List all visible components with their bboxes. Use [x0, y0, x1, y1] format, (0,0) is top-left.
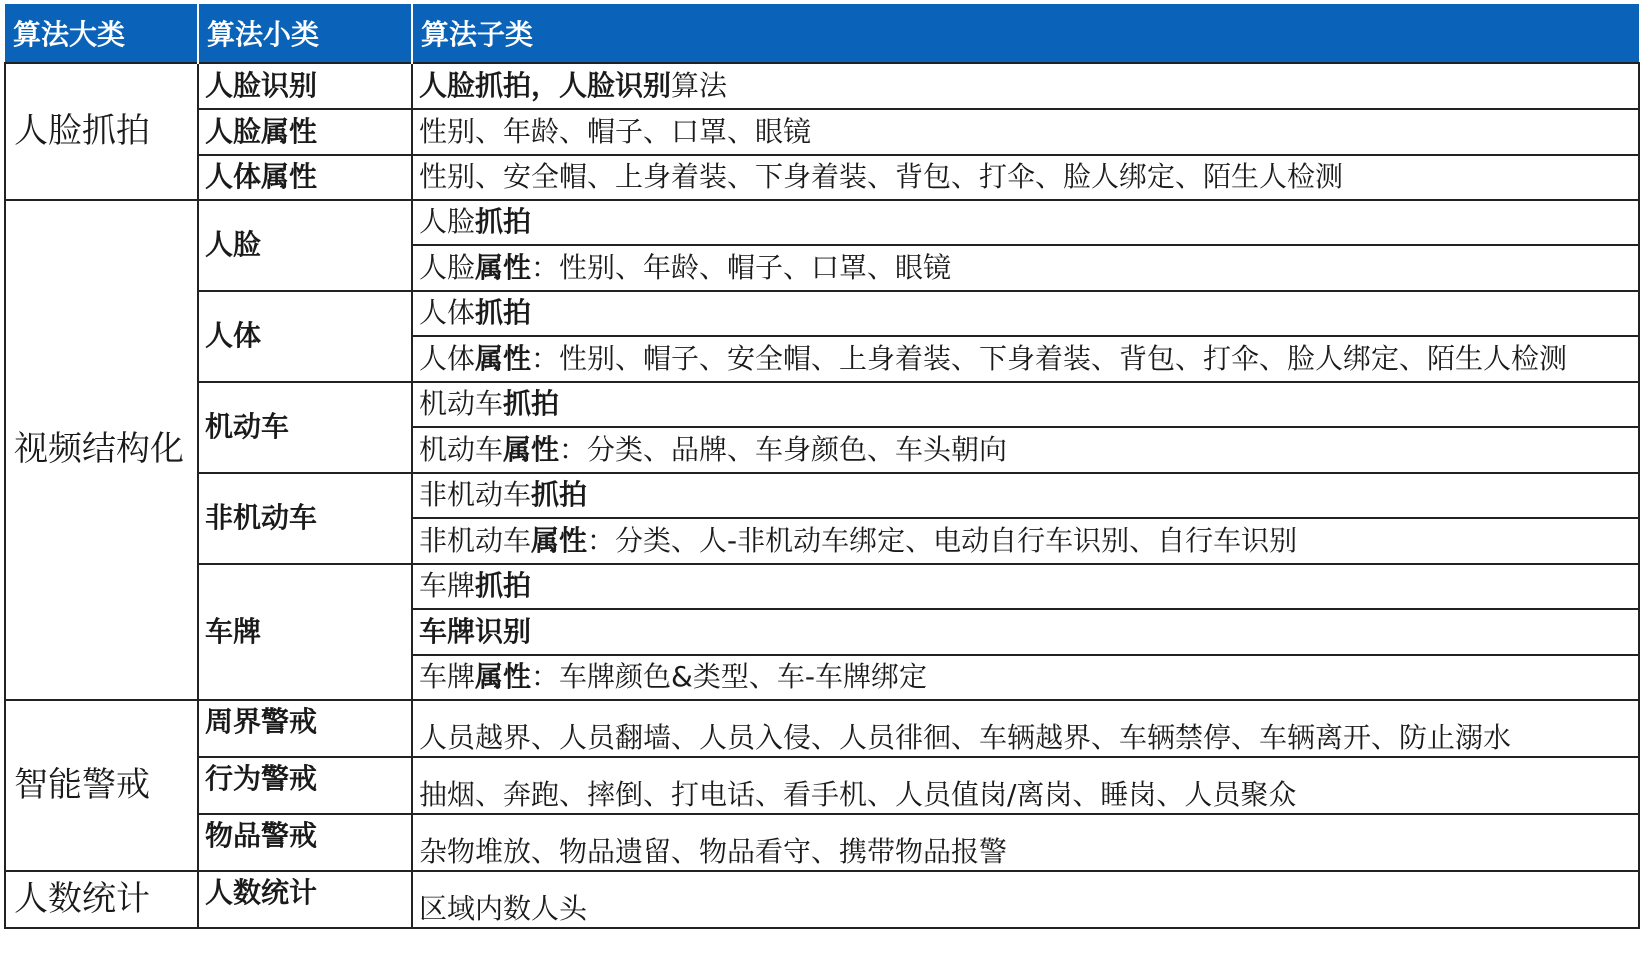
minor-cell: 物品警戒 — [198, 814, 412, 871]
table-row — [5, 382, 1639, 427]
sub-bold-text: 抓拍 — [475, 569, 532, 603]
sub-text: 人脸 — [419, 250, 476, 284]
sub-text: 非机动车 — [419, 523, 532, 557]
sub-cell — [412, 427, 1639, 473]
header-major-category: 算法大类 — [5, 4, 198, 63]
sub-cell — [412, 518, 1639, 564]
sub-bold-text: 属性 — [475, 341, 532, 375]
algorithm-table — [4, 4, 1640, 929]
sub-bold-text: 抓拍 — [475, 296, 532, 330]
table-row — [5, 814, 1639, 871]
sub-text: 算法 — [671, 68, 728, 102]
sub-cell — [412, 291, 1639, 336]
table-row — [5, 871, 1639, 928]
minor-cell: 机动车 — [198, 382, 412, 473]
sub-bold-text: 抓拍 — [503, 387, 560, 421]
sub-text: 人体 — [419, 296, 476, 330]
major-video-structuring: 视频结构化 — [5, 200, 198, 700]
minor-cell: 非机动车 — [198, 473, 412, 564]
table-row — [5, 564, 1639, 609]
sub-cell — [412, 336, 1639, 382]
sub-cell: 性别、安全帽、上身着装、下身着装、背包、打伞、脸人绑定、陌生人检测 — [412, 155, 1639, 200]
minor-cell: 行为警戒 — [198, 757, 412, 814]
sub-cell: 抽烟、奔跑、摔倒、打电话、看手机、人员值岗/离岗、睡岗、人员聚众 — [412, 757, 1639, 814]
sub-cell — [412, 655, 1639, 700]
major-people-count: 人数统计 — [5, 871, 198, 928]
table-row — [5, 109, 1639, 155]
sub-bold-text: 属性 — [475, 250, 532, 284]
sub-bold-text: 抓拍 — [531, 478, 588, 512]
table-row — [5, 155, 1639, 200]
table-header-row — [5, 4, 1639, 63]
sub-cell — [412, 382, 1639, 427]
sub-cell: 性别、年龄、帽子、口罩、眼镜 — [412, 109, 1639, 155]
minor-cell: 人数统计 — [198, 871, 412, 928]
sub-text: 车牌 — [419, 569, 476, 603]
sub-cell — [412, 245, 1639, 291]
sub-text: ：分类、品牌、车身颜色、车头朝向 — [559, 432, 1008, 466]
sub-text: 非机动车 — [419, 478, 532, 512]
minor-cell: 人脸识别 — [198, 63, 412, 109]
sub-cell — [412, 564, 1639, 609]
sub-text: 车牌 — [419, 660, 476, 694]
minor-cell: 周界警戒 — [198, 700, 412, 757]
sub-cell: 杂物堆放、物品遗留、物品看守、携带物品报警 — [412, 814, 1639, 871]
sub-cell — [412, 473, 1639, 518]
major-smart-alert: 智能警戒 — [5, 700, 198, 871]
major-face-capture: 人脸抓拍 — [5, 63, 198, 200]
sub-cell: 人员越界、人员翻墙、人员入侵、人员徘徊、车辆越界、车辆禁停、车辆离开、防止溺水 — [412, 700, 1639, 757]
sub-bold-text: 属性 — [531, 523, 588, 557]
table-row — [5, 200, 1639, 245]
sub-text: ：性别、帽子、安全帽、上身着装、下身着装、背包、打伞、脸人绑定、陌生人检测 — [531, 341, 1568, 375]
sub-cell — [412, 609, 1639, 655]
sub-cell — [412, 200, 1639, 245]
sub-text: 人脸 — [419, 205, 476, 239]
header-sub-category: 算法子类 — [412, 4, 1639, 63]
sub-bold-text: 抓拍 — [475, 205, 532, 239]
sub-text: 机动车 — [419, 432, 504, 466]
table-row — [5, 700, 1639, 757]
sub-text: 人体 — [419, 341, 476, 375]
sub-text: ：分类、人-非机动车绑定、电动自行车识别、自行车识别 — [587, 523, 1298, 557]
sub-text: 机动车 — [419, 387, 504, 421]
sub-text: ：车牌颜色&类型、车-车牌绑定 — [531, 660, 927, 694]
table-row — [5, 63, 1639, 109]
minor-cell: 人体属性 — [198, 155, 412, 200]
minor-cell: 车牌 — [198, 564, 412, 700]
sub-bold-text: 车牌识别 — [419, 614, 532, 648]
header-minor-category: 算法小类 — [198, 4, 412, 63]
table-row — [5, 291, 1639, 336]
sub-cell — [412, 63, 1639, 109]
sub-text: ：性别、年龄、帽子、口罩、眼镜 — [531, 250, 952, 284]
sub-bold-text: 属性 — [475, 660, 532, 694]
sub-bold-text: 属性 — [503, 432, 560, 466]
sub-bold-text: 人脸抓拍，人脸识别 — [419, 68, 672, 102]
table-row — [5, 757, 1639, 814]
table-row — [5, 473, 1639, 518]
minor-cell: 人体 — [198, 291, 412, 382]
minor-cell: 人脸 — [198, 200, 412, 291]
sub-cell: 区域内数人头 — [412, 871, 1639, 928]
minor-cell: 人脸属性 — [198, 109, 412, 155]
